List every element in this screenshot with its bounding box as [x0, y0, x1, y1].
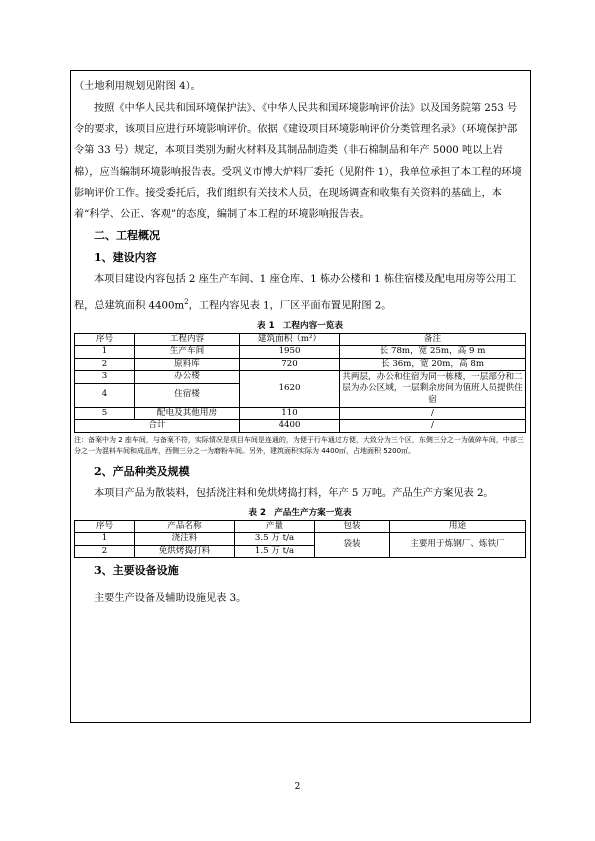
table-header-cell: 产品名称	[135, 520, 235, 533]
table2-caption	[74, 507, 526, 519]
table-header-cell: 序号	[75, 333, 135, 346]
table-header-cell: 包装	[315, 520, 390, 533]
table2-product-plan	[74, 520, 526, 559]
table-header-cell: 产量	[235, 520, 315, 533]
table-cell: 配电及其他用房	[135, 407, 240, 420]
table1-caption-no: 表 1	[257, 320, 275, 331]
build-superscript: 2	[184, 298, 189, 307]
table-cell: 1620	[240, 371, 340, 408]
table-cell: 浇注料	[135, 533, 235, 546]
table-cell: 合计	[75, 420, 240, 433]
table-header-cell: 序号	[75, 520, 135, 533]
table1-caption	[74, 320, 526, 332]
table-cell: 袋装	[315, 533, 390, 558]
eia-paragraph: 按照《中华人民共和国环境保护法》、《中华人民共和国环境影响评价法》以及国务院第 253 号令的要求，该项目应进行环境影响评价。依据《建设项目环境影响评价分类管理名录》（环境保护部令第 33 号）规定，本项目类别为耐火材料及其制品制造类（非石棉制品和年产 5000 吨以上岩棉），应当编制环境影响报告表。受巩义市博大炉料厂委托（见附件 1），我单位承担了本工程的环境影响评价工作。接受委托后，我们组织有关技术人员，在现场调查和收集有关资料的基础上，本着“科学、公正、客观”的态度，编制了本工程的环境影响报告表。	[74, 103, 522, 221]
table-header-cell: 建筑面积（m²）	[240, 333, 340, 346]
table-row	[75, 407, 526, 420]
section-2-1-heading: 1、建设内容	[94, 251, 157, 265]
product-paragraph: 本项目产品为散装料，包括浇注料和免烘烤捣打料，年产 5 万吨。产品生产方案见表 2。	[94, 487, 494, 499]
table-total-row	[75, 420, 526, 433]
table-header-row	[75, 520, 526, 533]
table-cell: 1.5 万 t/a	[235, 545, 315, 558]
table-cell: 4400	[240, 420, 340, 433]
build-text-b: ，工程内容见表 1，厂区平面布置见附图 2。	[188, 300, 392, 312]
table-cell: 1	[75, 533, 135, 546]
table-cell: 主要用于炼钢厂、炼铁厂	[390, 533, 526, 558]
table-cell: 长 78m，宽 25m，高 9 m	[340, 346, 526, 359]
table-row	[75, 533, 526, 546]
table-cell: 3.5 万 t/a	[235, 533, 315, 546]
table-cell: 720	[240, 358, 340, 371]
table1-footnote: 注：备案中为 2 座车间，与备案不符，实际情况是项目车间是连通的，为便于行车通过方便，大致分为三个区，东侧三分之一为破碎车间，中部三分之一为混料车间和成品库，西侧三分之一为磨粉车间。另外，建筑面积实际为 4400㎡，占地面积 5200㎡。	[74, 435, 524, 455]
table-header-cell: 用途	[390, 520, 526, 533]
table-cell: 4	[75, 383, 135, 407]
table-cell: 5	[75, 407, 135, 420]
table-cell: 3	[75, 371, 135, 384]
build-text-a: 本项目建设内容包括 2 座生产车间、1 座仓库、1 栋办公楼和 1 栋住宿楼及配电用房等公用工程，总建筑面积 4400m	[74, 274, 517, 312]
table-cell: 住宿楼	[135, 383, 240, 407]
table-row	[75, 371, 526, 384]
page-number: 2	[294, 782, 301, 792]
document-body	[74, 76, 526, 610]
table-row	[75, 358, 526, 371]
section-2-3-heading: 3、主要设备设施	[94, 564, 179, 578]
section-2-heading: 二、工程概况	[94, 229, 160, 243]
table-cell: 长 36m，宽 20m，高 8m	[340, 358, 526, 371]
table-header-cell: 备注	[340, 333, 526, 346]
table1-caption-title: 工程内容一览表	[282, 320, 343, 331]
table-cell: 免烘烤捣打料	[135, 545, 235, 558]
table-cell: /	[340, 420, 526, 433]
table-cell: 生产车间	[135, 346, 240, 359]
table-cell: 共两层，办公和住宿为同一栋楼，一层部分和二层为办公区域，一层剩余房间为值班人员提供住宿	[340, 371, 526, 408]
table-cell: 2	[75, 545, 135, 558]
table-cell: 1950	[240, 346, 340, 359]
build-content-paragraph	[74, 269, 526, 317]
table-cell: 原料库	[135, 358, 240, 371]
table2-caption-title: 产品生产方案一览表	[274, 507, 352, 518]
intro-paragraph: （土地利用规划见附图 4）。	[74, 81, 201, 92]
table2-caption-no: 表 2	[248, 507, 266, 518]
table-header-row	[75, 333, 526, 346]
table-header-cell: 工程内容	[135, 333, 240, 346]
table-row	[75, 346, 526, 359]
table-cell: 1	[75, 346, 135, 359]
section-2-2-heading: 2、产品种类及规模	[94, 464, 190, 478]
table-cell: 办公楼	[135, 371, 240, 384]
table1-project-content	[74, 333, 526, 433]
table-cell: 110	[240, 407, 340, 420]
equipment-paragraph: 主要生产设备及辅助设施见表 3。	[94, 593, 247, 605]
table-cell: /	[340, 407, 526, 420]
table-cell: 2	[75, 358, 135, 371]
